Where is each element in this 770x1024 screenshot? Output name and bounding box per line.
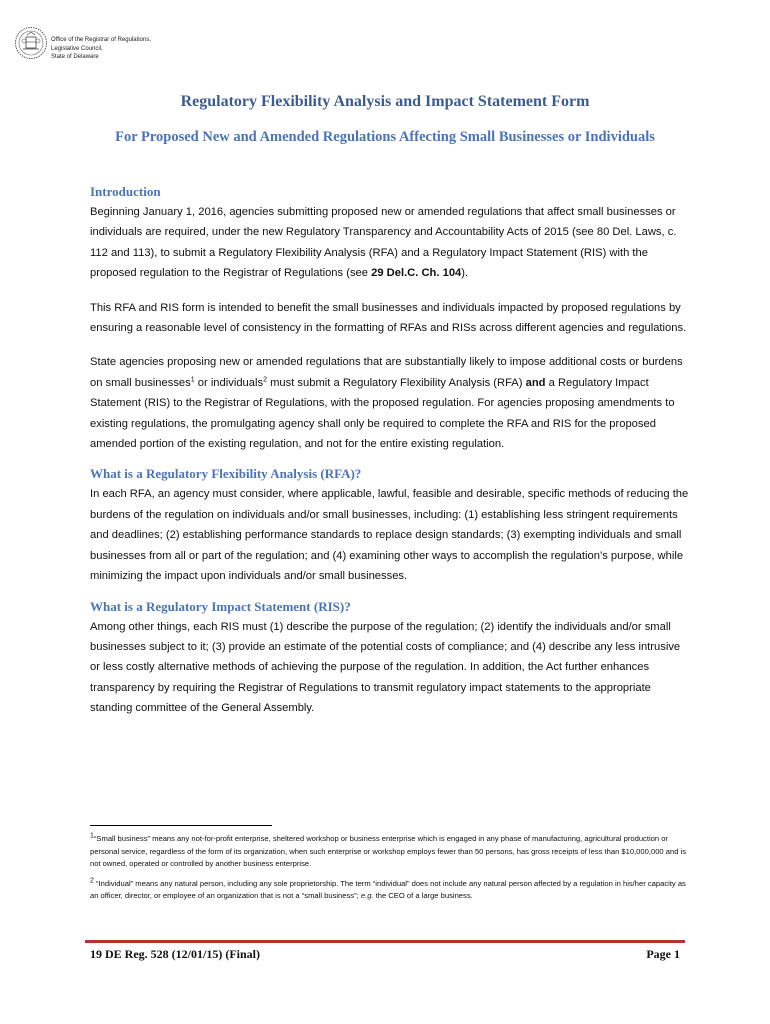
- state-seal-icon: [14, 26, 48, 60]
- letterhead-line-1: Office of the Registrar of Regulations,: [51, 37, 151, 43]
- intro-p3-part-d: a Regulatory Impact Statement (RIS) to the Registrar of Regulations, with the proposed regulation. For agencies proposing amendments to existing regulations, the promulgating agency shall only be required to complete the RFA and RIS for the proposed amended portion of the existing regulation, and not for the entire existing regulation.: [90, 376, 675, 451]
- intro-p1-citation: 29 Del.C. Ch. 104: [371, 267, 462, 280]
- footnote-2-eg: e.g.: [360, 891, 374, 901]
- footnote-1: [90, 833, 690, 871]
- footnote-2-mark: 2: [90, 877, 94, 885]
- ris-paragraph: Among other things, each RIS must (1) describe the purpose of the regulation; (2) identify the individuals and/or small businesses subject to it; (3) provide an estimate of the potential costs of compliance; and (4) describe any less intrusive or less costly alternative methods of achieving the purpose of the regulation. In addition, the Act further enhances transparency by requiring the Registrar of Regulations to transmit regulatory impact statements to the appropriate standing committee of the General Assembly.: [90, 620, 681, 715]
- intro-paragraph-1: [90, 202, 690, 284]
- letterhead: [14, 26, 151, 62]
- footnote-ref-2[interactable]: 2: [263, 376, 267, 384]
- footnote-2-text-a: “Individual” means any natural person, including any sole proprietorship. The term “individual” does not include any natural person affected by a regulation in his/her capacity as an officer, director, or employee of an organization that is not a “small business”;: [90, 878, 686, 901]
- rfa-paragraph: In each RFA, an agency must consider, where applicable, lawful, feasible and desirable, specific methods of reducing the burdens of the regulation on individuals and/or small businesses, including: (1) establishing less stringent requirements and deadlines; (2) establishing performance standards to replace design standards; (3) exempting individuals and small businesses from all or part of the regulation; and (4) examining other ways to accomplish the regulation’s purpose, while minimizing the impact upon individuals and/or small businesses.: [90, 488, 689, 583]
- footnote-ref-1[interactable]: 1: [190, 376, 195, 384]
- intro-p1-end: ).: [461, 267, 469, 280]
- intro-p3-bold: and: [525, 376, 546, 389]
- page-number: Page 1: [646, 947, 680, 961]
- letterhead-line-2: Legislative Council,: [51, 45, 103, 52]
- page-subtitle: For Proposed New and Amended Regulations Affecting Small Businesses or Individuals: [115, 129, 655, 145]
- rfa-heading: What is a Regulatory Flexibility Analysis (RFA)?: [90, 466, 362, 482]
- footnote-1-mark: 1: [90, 832, 94, 840]
- document-body: [90, 182, 690, 719]
- intro-p3-part-b: or individuals: [194, 376, 264, 389]
- footer-divider: [85, 940, 685, 943]
- intro-p3-part-a: State agencies proposing new or amended regulations that are substantially likely to impose additional costs or burdens on small businesses: [90, 356, 683, 389]
- letterhead-line-3: State of Delaware: [51, 54, 99, 60]
- intro-p1-text: Beginning January 1, 2016, agencies submitting proposed new or amended regulations that affect small businesses or individuals are required, under the new Regulatory Transparency and Accountability Acts of 2015 (see 80 Del. Laws, c. 112 and 113), to submit a Regulatory Flexibility Analysis (RFA) and a Regulatory Impact Statement (RIS) with the proposed regulation to the Registrar of Regulations (see: [90, 206, 677, 280]
- intro-p3-part-c: must submit a Regulatory Flexibility Analysis (RFA): [266, 376, 526, 389]
- footnote-2: [90, 878, 690, 903]
- footnote-2-text-b: the CEO of a large business.: [373, 891, 473, 901]
- intro-paragraph-2: This RFA and RIS form is intended to benefit the small businesses and individuals impacted by proposed regulations by ensuring a reasonable level of consistency in the formatting of RFAs and RISs across different agencies and regulations.: [90, 301, 687, 335]
- page-title: Regulatory Flexibility Analysis and Impact Statement Form: [180, 93, 590, 110]
- footer-citation: 19 DE Reg. 528 (12/01/15) (Final): [90, 947, 260, 961]
- letterhead-text: [51, 36, 151, 62]
- ris-heading: What is a Regulatory Impact Statement (RIS)?: [90, 598, 351, 614]
- footnote-divider: [90, 825, 272, 826]
- footnote-1-text: “Small business” means any not-for-profit enterprise, sheltered workshop or business enterprise which is engaged in any phase of manufacturing, agricultural production or personal service, regardless of the form of its organization, when such enterprise or workshop employs fewer than 50 persons, has gross receipts of less than $10,000,000 and is not owned, operated or controlled by another business enterprise.: [90, 834, 687, 869]
- intro-paragraph-3: [90, 352, 690, 454]
- footnotes: [90, 833, 690, 910]
- intro-heading: Introduction: [90, 184, 161, 199]
